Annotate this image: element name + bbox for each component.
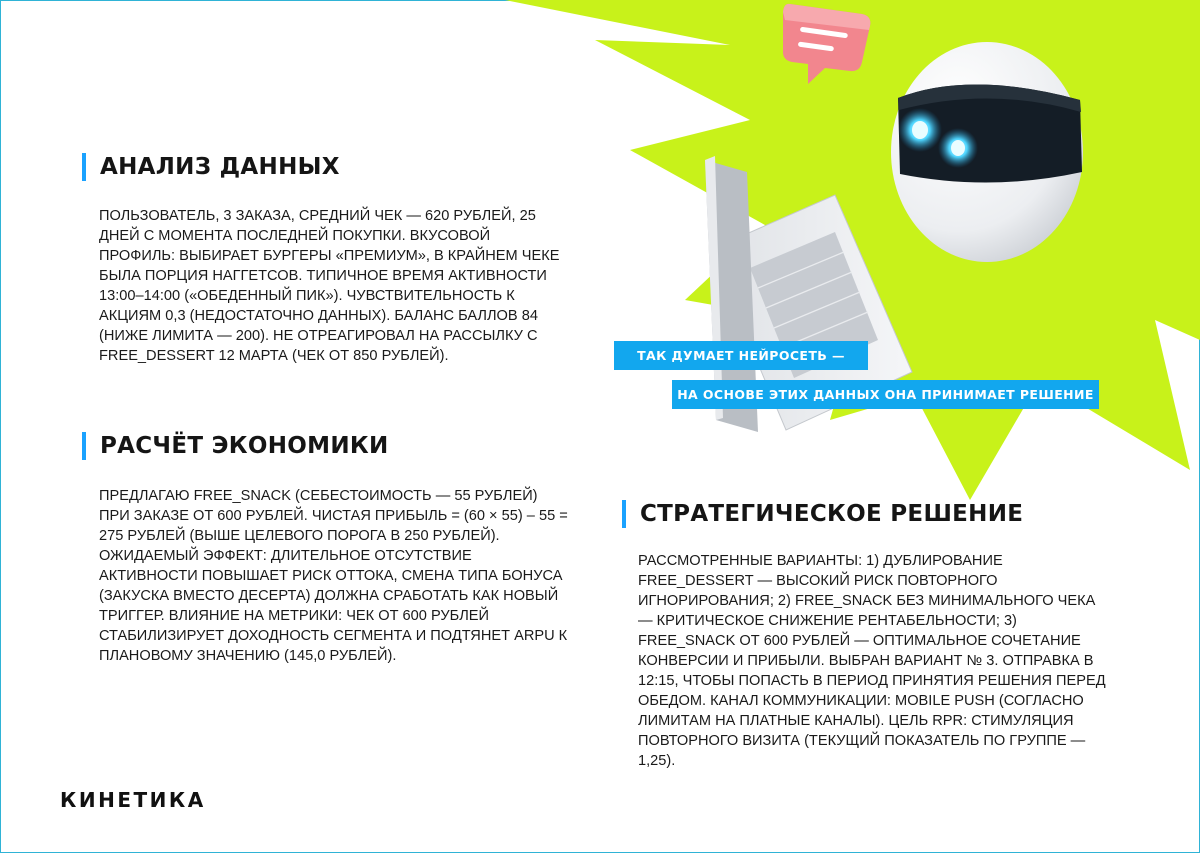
robot-illustration: [891, 42, 1083, 262]
section-title-strategy: СТРАТЕГИЧЕСКОЕ РЕШЕНИЕ: [622, 500, 1023, 528]
section-title-analysis: АНАЛИЗ ДАННЫХ: [82, 153, 340, 181]
section-text-economics: ПРЕДЛАГАЮ FREE_SNACK (СЕБЕСТОИМОСТЬ — 55 РУБЛЕЙ) ПРИ ЗАКАЗЕ ОТ 600 РУБЛЕЙ. ЧИСТАЯ ПРИБЫЛЬ = (60 × 55) – 55 = 275 РУБЛЕЙ (ВЫШЕ ЦЕЛЕВОГО ПОРОГА В 250 РУБЛЕЙ). ОЖИДАЕМЫЙ ЭФФЕКТ: ДЛИТЕЛЬНОЕ ОТСУТСТВИЕ АКТИВНОСТИ ПОВЫШАЕТ РИСК ОТТОКА, СМЕНА ТИПА БОНУСА (ЗАКУСКА ВМЕСТО ДЕСЕРТА) ДОЛЖНА СРАБОТАТЬ КАК НОВЫЙ ТРИГГЕР. ВЛИЯНИЕ НА МЕТРИКИ: ЧЕК ОТ 600 РУБЛЕЙ СТАБИЛИЗИРУЕТ ДОХОДНОСТЬ СЕГМЕНТА И ПОДТЯНЕТ ARPU К ПЛАНОВОМУ ЗНАЧЕНИЮ (145,0 РУБЛЕЙ).: [99, 488, 568, 664]
banner-neuro-thinks: ТАК ДУМАЕТ НЕЙРОСЕТЬ —: [614, 341, 868, 370]
section-text-analysis: ПОЛЬЗОВАТЕЛЬ, 3 ЗАКАЗА, СРЕДНИЙ ЧЕК — 620 РУБЛЕЙ, 25 ДНЕЙ С МОМЕНТА ПОСЛЕДНЕЙ ПОКУПКИ. ВКУСОВОЙ ПРОФИЛЬ: ВЫБИРАЕТ БУРГЕРЫ «ПРЕМИУМ», В КРАЙНЕМ ЧЕКЕ БЫЛА ПОРЦИЯ НАГГЕТСОВ. ТИПИЧНОЕ ВРЕМЯ АКТИВНОСТИ 13:00–14:00 («ОБЕДЕННЫЙ ПИК»). ЧУВСТВИТЕЛЬНОСТЬ К АКЦИЯМ 0,3 (НЕДОСТАТОЧНО ДАННЫХ). БАЛАНС БАЛЛОВ 84 (НИЖЕ ЛИМИТА — 200). НЕ ОТРЕАГИРОВАЛ НА РАССЫЛКУ С FREE_DESSERT 12 МАРТА (ЧЕК ОТ 850 РУБЛЕЙ).: [99, 208, 560, 364]
banner-neuro-decides: НА ОСНОВЕ ЭТИХ ДАННЫХ ОНА ПРИНИМАЕТ РЕШЕНИЕ: [672, 380, 1099, 409]
brand-logo: КИНЕТИКА: [60, 788, 206, 812]
section-text-strategy: РАССМОТРЕННЫЕ ВАРИАНТЫ: 1) ДУБЛИРОВАНИЕ FREE_DESSERT — ВЫСОКИЙ РИСК ПОВТОРНОГО ИГНОРИРОВАНИЯ; 2) FREE_SNACK БЕЗ МИНИМАЛЬНОГО ЧЕКА — КРИТИЧЕСКОЕ СНИЖЕНИЕ РЕНТАБЕЛЬНОСТИ; 3) FREE_SNACK ОТ 600 РУБЛЕЙ — ОПТИМАЛЬНОЕ СОЧЕТАНИЕ КОНВЕРСИИ И ПРИБЫЛИ. ВЫБРАН ВАРИАНТ № 3. ОТПРАВКА В 12:15, ЧТОБЫ ПОПАСТЬ В ПЕРИОД ПРИНЯТИЯ РЕШЕНИЯ ПЕРЕД ОБЕДОМ. КАНАЛ КОММУНИКАЦИИ: MOBILE PUSH (СОГЛАСНО ЛИМИТАМ НА ПЛАТНЫЕ КАНАЛЫ). ЦЕЛЬ RPR: СТИМУЛЯЦИЯ ПОВТОРНОГО ВИЗИТА (ТЕКУЩИЙ ПОКАЗАТЕЛЬ ПО ГРУППЕ — 1,25).: [638, 553, 1106, 769]
robot-laptop-illustration: [500, 0, 1200, 500]
section-title-economics: РАСЧЁТ ЭКОНОМИКИ: [82, 432, 389, 460]
